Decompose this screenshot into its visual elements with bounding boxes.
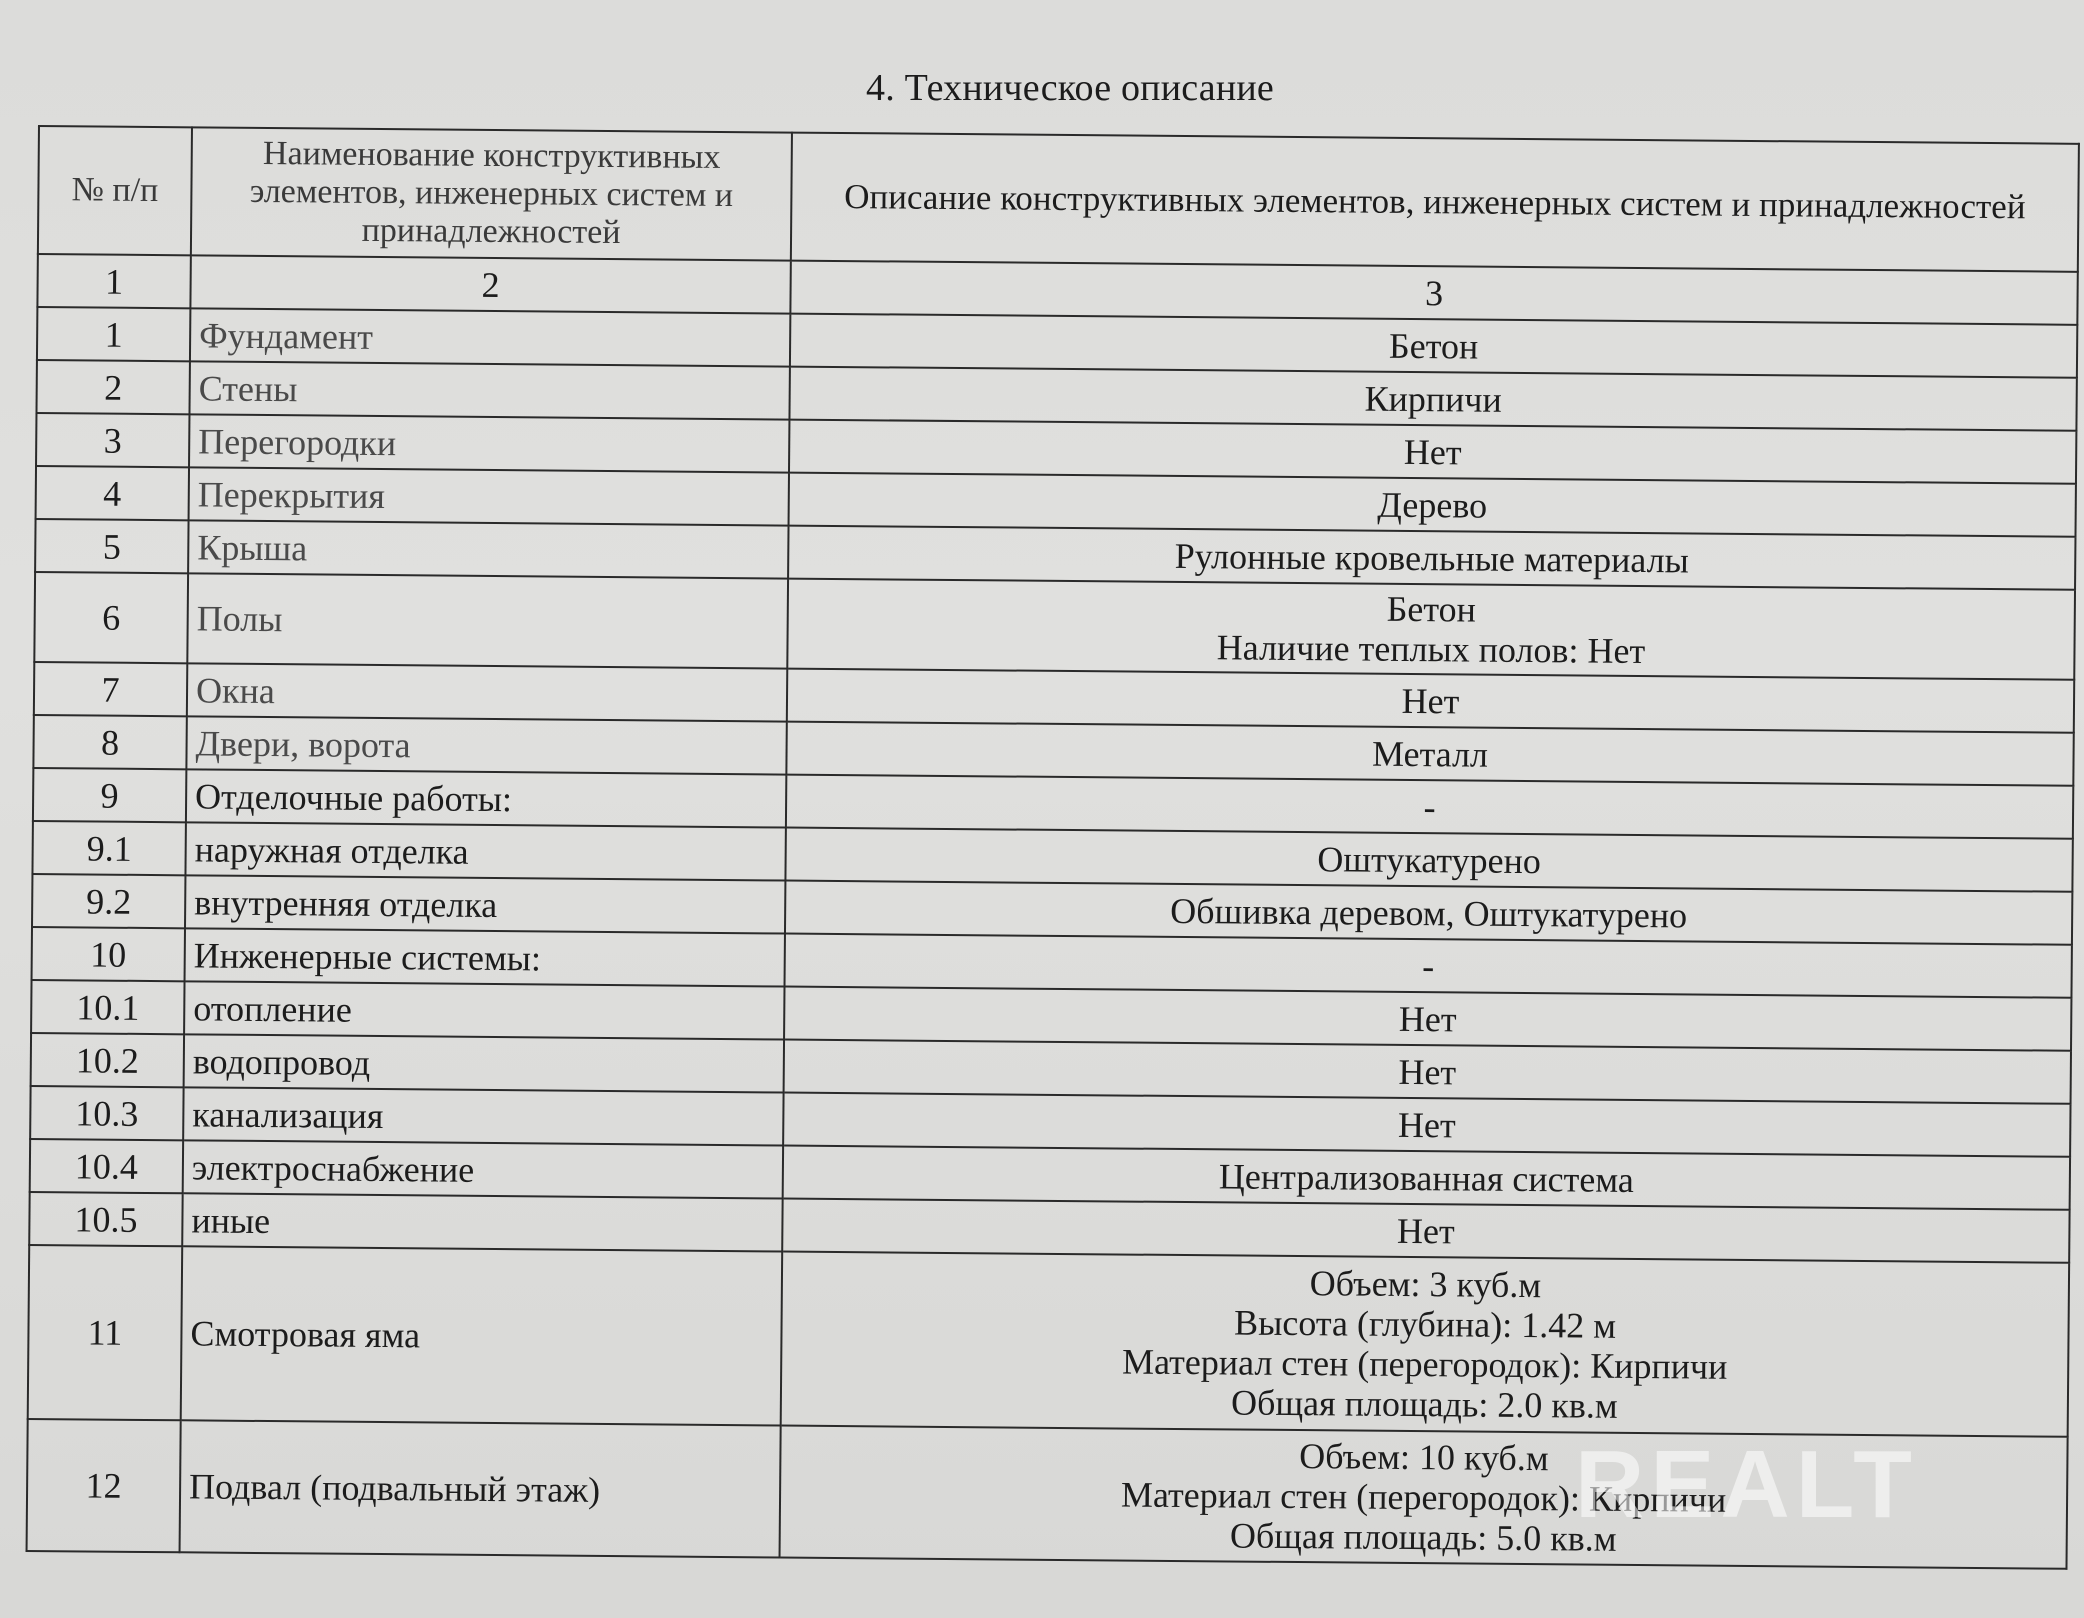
description-line: Бетон: [1388, 325, 1479, 367]
row-number: 9.1: [32, 821, 185, 875]
column-number-3: 3: [790, 261, 2077, 325]
header-col-description: Описание конструктивных элементов, инженерных систем и принадлежностей: [791, 133, 2079, 272]
description-line: Рулонные кровельные материалы: [1174, 535, 1690, 580]
description-line: Объем: 3 куб.м: [1309, 1263, 1542, 1306]
header-col-number: № п/п: [38, 126, 192, 255]
row-number: 4: [36, 466, 189, 520]
description-line: Объем: 10 куб.м: [1299, 1436, 1549, 1479]
header-col-name: Наименование конструктивных элементов, инженерных систем и принадлежностей: [191, 127, 792, 260]
row-element-name: Крыша: [188, 520, 788, 578]
row-number: 7: [34, 662, 187, 716]
description-line: Нет: [1403, 431, 1462, 472]
description-line: Высота (глубина): 1.42 м: [1233, 1302, 1617, 1346]
column-number-1: 1: [37, 254, 190, 308]
row-number: 3: [36, 413, 189, 467]
description-line: Металл: [1371, 733, 1489, 775]
row-element-name: электроснабжение: [183, 1140, 783, 1198]
row-description: [781, 1252, 2069, 1437]
table-row: [28, 1245, 2069, 1437]
row-number: 10.3: [30, 1086, 183, 1140]
description-line: Нет: [1398, 1051, 1457, 1092]
description-line: Общая площадь: 2.0 кв.м: [1230, 1382, 1618, 1426]
row-element-name: Смотровая яма: [181, 1246, 782, 1425]
row-number: 10.5: [29, 1192, 182, 1246]
description-line: Нет: [1401, 680, 1460, 721]
row-number: 1: [37, 307, 190, 361]
realt-watermark: REALT: [1575, 1431, 1918, 1538]
row-number: 9: [33, 768, 186, 822]
column-number-2: 2: [190, 255, 790, 313]
technical-description-table: [26, 125, 2080, 1570]
row-element-name: наружная отделка: [185, 822, 785, 880]
description-line: -: [1423, 786, 1436, 827]
row-element-name: канализация: [183, 1087, 783, 1145]
row-element-name: Двери, ворота: [186, 716, 786, 774]
table-header-row: [38, 126, 2079, 272]
row-element-name: Окна: [187, 663, 787, 721]
description-line: Материал стен (перегородок): Кирпичи: [1121, 1341, 1728, 1387]
description-line: Кирпичи: [1364, 378, 1502, 420]
row-element-name: Инженерные системы:: [185, 928, 785, 986]
row-number: 10.1: [31, 980, 184, 1034]
row-number: 2: [36, 360, 189, 414]
row-number: 10: [32, 927, 185, 981]
row-number: 5: [35, 519, 188, 573]
row-element-name: Стены: [189, 361, 789, 419]
description-line: Общая площадь: 5.0 кв.м: [1229, 1515, 1617, 1559]
row-number: 11: [28, 1245, 183, 1420]
description-line: -: [1422, 945, 1435, 986]
table-body: [27, 126, 2079, 1569]
row-number: 9.2: [32, 874, 185, 928]
section-title: 4. Техническое описание: [866, 67, 1274, 109]
description-line: Материал стен (перегородок): Кирпичи: [1120, 1474, 1727, 1520]
row-number: 12: [27, 1419, 181, 1552]
description-line: Обшивка деревом, Оштукатурено: [1170, 890, 1688, 935]
row-number: 10.2: [31, 1033, 184, 1087]
row-element-name: иные: [182, 1193, 782, 1251]
description-line: Оштукатурено: [1317, 838, 1542, 881]
table-row: [34, 572, 2075, 680]
row-element-name: водопровод: [184, 1034, 784, 1092]
row-element-name: Перекрытия: [189, 467, 789, 525]
row-element-name: внутренняя отделка: [185, 875, 785, 933]
description-line: Централизованная система: [1218, 1155, 1635, 1200]
description-line: Дерево: [1377, 484, 1488, 526]
row-element-name: Подвал (подвальный этаж): [180, 1420, 781, 1557]
description-line: Бетон: [1386, 588, 1477, 630]
row-element-name: Отделочные работы:: [186, 769, 786, 827]
description-line: Наличие теплых полов: Нет: [1216, 627, 1646, 672]
row-number: 10.4: [30, 1139, 183, 1193]
description-line: Нет: [1398, 998, 1457, 1039]
description-line: Нет: [1396, 1210, 1455, 1251]
row-number: 6: [34, 572, 188, 663]
row-element-name: отопление: [184, 981, 784, 1039]
row-description: [787, 579, 2075, 680]
description-line: Нет: [1397, 1104, 1456, 1145]
row-element-name: Полы: [187, 573, 788, 668]
row-number: 8: [33, 715, 186, 769]
row-element-name: Перегородки: [189, 414, 789, 472]
row-element-name: Фундамент: [190, 308, 790, 366]
